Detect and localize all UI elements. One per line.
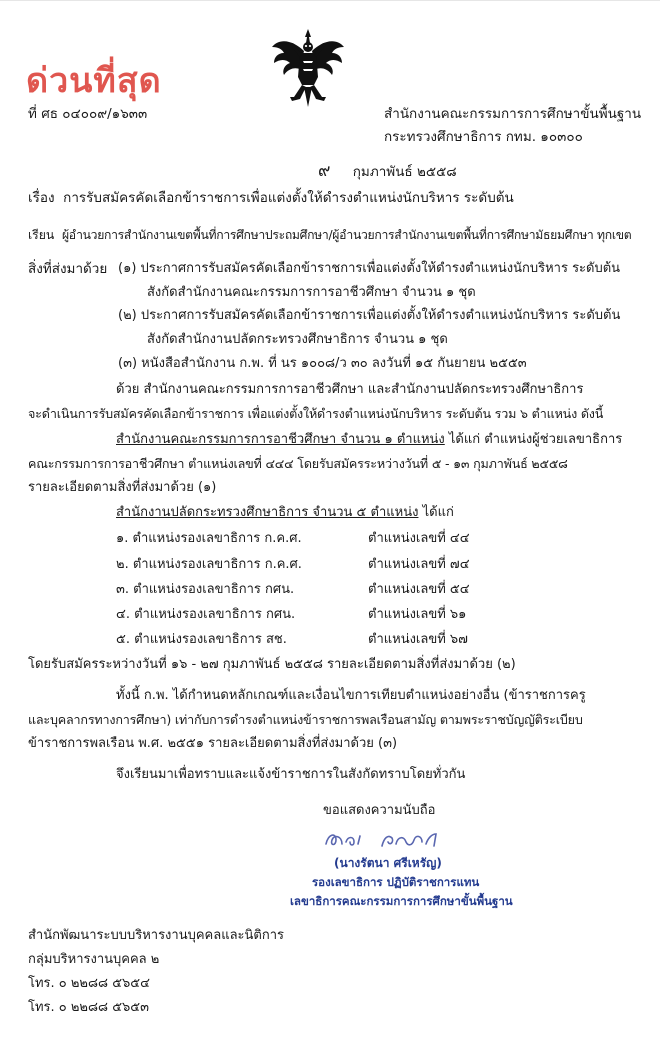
attachment-item-2-line-1: (๒) ประกาศการรับสมัครคัดเลือกข้าราชการเพื่อแต่งตั้งให้ดำรงตำแหน่งนักบริหาร ระดับต้น (118, 308, 621, 323)
paragraph-3-rest: ได้แก่ (418, 505, 454, 520)
position-item: ๒. ตำแหน่งรองเลขาธิการ ก.ค.ศ. (116, 557, 302, 572)
recipient-line (28, 226, 631, 244)
attachment-item-1-line-1: (๑) ประกาศการรับสมัครคัดเลือกข้าราชการเพื่อแต่งตั้งให้ดำรงตำแหน่งนักบริหาร ระดับต้น (118, 261, 621, 276)
paragraph-2-line-2: คณะกรรมการการอาชีวศึกษา ตำแหน่งเลขที่ ๔๔๔ โดยรับสมัครระหว่างวันที่ ๕ - ๑๓ กุมภาพันธ์ ๒๕๕๘ (28, 456, 568, 471)
signatory-name: (นางรัตนา ศรีเหรัญ) (334, 856, 442, 870)
recipient-text: ผู้อำนวยการสำนักงานเขตพื้นที่การศึกษาประถมศึกษา/ผู้อำนวยการสำนักงานเขตพื้นที่การศึกษามัธยมศึกษา ทุกเขต (61, 228, 632, 242)
subject-text: การรับสมัครคัดเลือกข้าราชการเพื่อแต่งตั้งให้ดำรงตำแหน่งนักบริหาร ระดับต้น (63, 190, 514, 206)
subject-line (28, 189, 514, 207)
position-item: ๓. ตำแหน่งรองเลขาธิการ กศน. (116, 582, 295, 597)
paragraph-5: จึงเรียนมาเพื่อทราบและแจ้งข้าราชการในสังกัดทราบโดยทั่วกัน (116, 767, 466, 782)
subject-label: เรื่อง (28, 190, 55, 206)
paragraph-4-line-3: ข้าราชการพลเรือน พ.ศ. ๒๕๕๑ รายละเอียดตามสิ่งที่ส่งมาด้วย (๓) (28, 736, 398, 751)
paragraph-2-line-3: รายละเอียดตามสิ่งที่ส่งมาด้วย (๑) (28, 480, 217, 495)
document-date (318, 162, 457, 181)
paragraph-2-line-1 (116, 431, 622, 449)
footer-phone-1: โทร. ๐ ๒๒๘๘ ๕๖๕๔ (28, 976, 150, 991)
garuda-emblem-icon (270, 27, 346, 111)
position-item: ๔. ตำแหน่งรองเลขาธิการ กศน. (116, 607, 296, 622)
closing-regards: ขอแสดงความนับถือ (323, 803, 436, 818)
position-number: ตำแหน่งเลขที่ ๖๑ (368, 607, 467, 622)
vocational-office-heading: สำนักงานคณะกรรมการการอาชีวศึกษา จำนวน ๑ ตำแหน่ง (116, 432, 445, 447)
footer-phone-2: โทร. ๐ ๒๒๘๘ ๕๖๕๓ (28, 1000, 150, 1015)
date-day: ๙ (318, 161, 331, 181)
position-number: ตำแหน่งเลขที่ ๔๔ (368, 531, 470, 546)
attachment-item-2-line-2: สังกัดสำนักงานปลัดกระทรวงศึกษาธิการ จำนวน ๑ ชุด (147, 332, 448, 347)
attachment-item-3: (๓) หนังสือสำนักงาน ก.พ. ที่ นร ๑๐๐๘/ว ๓๐ ลงวันที่ ๑๕ กันยายน ๒๕๕๓ (118, 356, 527, 371)
attachments-label: สิ่งที่ส่งมาด้วย (28, 261, 108, 277)
office-name: สำนักงานคณะกรรมการการศึกษาขั้นพื้นฐาน (384, 106, 642, 122)
paragraph-1-line-1: ด้วย สำนักงานคณะกรรมการการอาชีวศึกษา และสำนักงานปลัดกระทรวงศึกษาธิการ (116, 382, 584, 397)
position-number: ตำแหน่งเลขที่ ๖๗ (368, 632, 468, 647)
document-number: ที่ ศธ ๐๔๐๐๙/๑๖๓๓ (28, 106, 148, 122)
date-month-year: กุมภาพันธ์ ๒๕๕๘ (352, 164, 457, 180)
paragraph-1-line-2: จะดำเนินการรับสมัครคัดเลือกข้าราชการ เพื่อแต่งตั้งให้ดำรงตำแหน่งนักบริหาร ระดับต้น รวม ๖ ตำแหน่ง ดังนี้ (28, 406, 604, 421)
paragraph-2-rest: ได้แก่ ตำแหน่งผู้ช่วยเลขาธิการ (444, 432, 623, 447)
recipient-label: เรียน (28, 228, 55, 242)
office-address: กระทรวงศึกษาธิการ กทม. ๑๐๓๐๐ (384, 129, 583, 145)
attachment-item-1-line-2: สังกัดสำนักงานคณะกรรมการการอาชีวศึกษา จำนวน ๑ ชุด (147, 285, 476, 300)
paragraph-3-after: โดยรับสมัครระหว่างวันที่ ๑๖ - ๒๗ กุมภาพันธ์ ๒๕๕๘ รายละเอียดตามสิ่งที่ส่งมาด้วย (๒) (28, 657, 516, 672)
footer-group: กลุ่มบริหารงานบุคคล ๒ (28, 952, 160, 967)
urgent-stamp: ด่วนที่สุด (26, 61, 162, 101)
signatory-position-1: รองเลขาธิการ ปฏิบัติราชการแทน (312, 875, 480, 889)
position-number: ตำแหน่งเลขที่ ๕๔ (368, 582, 470, 597)
paragraph-4-line-2: และบุคลากรทางการศึกษา) เท่ากับการดำรงตำแหน่งข้าราชการพลเรือนสามัญ ตามพระราชบัญญัติระเบียบ (28, 712, 583, 727)
paragraph-4-line-1: ทั้งนี้ ก.พ. ได้กำหนดหลักเกณฑ์และเงื่อนไขการเทียบตำแหน่งอย่างอื่น (ข้าราชการครู (116, 688, 586, 703)
paragraph-3-line-1 (116, 504, 454, 522)
footer-office: สำนักพัฒนาระบบบริหารงานบุคคลและนิติการ (28, 928, 285, 943)
position-item: ๑. ตำแหน่งรองเลขาธิการ ก.ค.ศ. (116, 531, 302, 546)
position-item: ๕. ตำแหน่งรองเลขาธิการ สช. (116, 632, 287, 647)
signatory-position-2: เลขาธิการคณะกรรมการการศึกษาขั้นพื้นฐาน (290, 894, 513, 908)
permanent-secretary-office-heading: สำนักงานปลัดกระทรวงศึกษาธิการ จำนวน ๕ ตำแหน่ง (116, 505, 419, 520)
position-number: ตำแหน่งเลขที่ ๗๔ (368, 557, 470, 572)
signature-icon (322, 824, 462, 854)
